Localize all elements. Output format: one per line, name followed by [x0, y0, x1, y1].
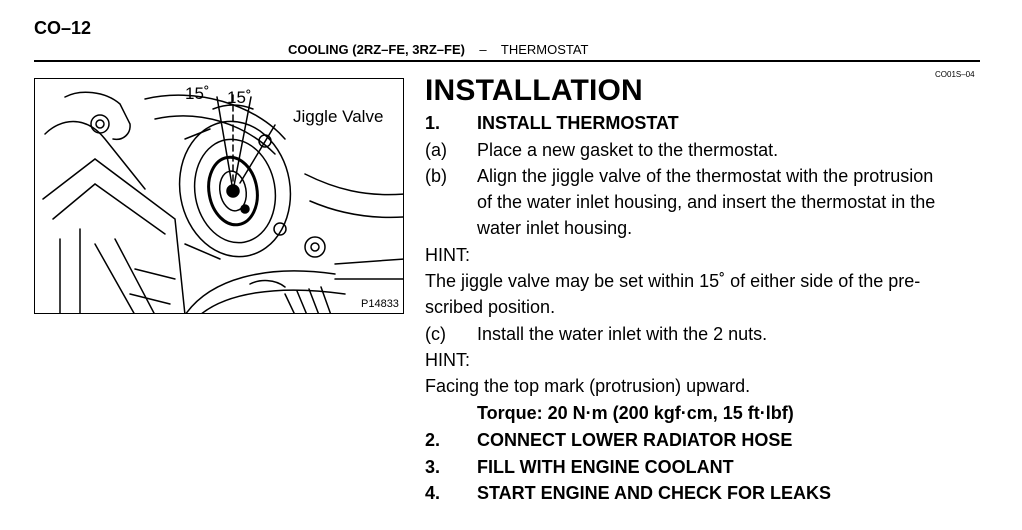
angle-label-right: 15˚ — [227, 88, 252, 107]
header-separator: – — [479, 42, 487, 57]
substep-b-line-3: water inlet housing. — [477, 218, 633, 238]
topic-title: THERMOSTAT — [500, 42, 589, 57]
angle-line-left — [217, 97, 233, 191]
thermostat-illustration — [34, 78, 404, 314]
section-heading: INSTALLATION — [425, 74, 643, 107]
substep-a-label: (a) — [425, 140, 447, 160]
header-rule — [34, 60, 980, 62]
bolt-lower — [305, 237, 325, 257]
hint-1-line-2: scribed position. — [425, 297, 556, 317]
step-1-number: 1. — [425, 113, 441, 133]
substep-a-text: Place a new gasket to the thermostat. — [477, 140, 779, 160]
jiggle-valve-callout: Jiggle Valve — [293, 107, 384, 126]
figure-id: P14833 — [361, 298, 399, 310]
step-3-title: FILL WITH ENGINE COOLANT — [477, 457, 734, 477]
hint-1-label: HINT: — [425, 245, 470, 265]
step-4-number: 4. — [425, 483, 441, 503]
torque-spec: Torque: 20 N·m (200 kgf·cm, 15 ft·lbf) — [477, 403, 794, 423]
substep-b-line-1: Align the jiggle valve of the thermostat with the protrusion — [477, 166, 934, 186]
right-hose — [305, 174, 404, 195]
section-title: COOLING (2RZ–FE, 3RZ–FE) — [288, 42, 465, 57]
bolt-head — [91, 115, 109, 133]
angle-label-left: 15˚ — [185, 84, 210, 103]
substep-c-text: Install the water inlet with the 2 nuts. — [477, 324, 768, 344]
running-header — [288, 42, 589, 57]
page-number: CO–12 — [34, 18, 92, 38]
document-code: CO01S–04 — [935, 70, 975, 79]
substep-b-label: (b) — [425, 166, 447, 186]
jiggle-leader-line — [240, 125, 275, 183]
engine-block-edge — [43, 159, 185, 314]
hint-2-text: Facing the top mark (protrusion) upward. — [425, 376, 751, 396]
jiggle-valve-dot — [241, 205, 249, 213]
substep-b-line-2: of the water inlet housing, and insert the thermostat in the — [477, 192, 936, 212]
step-2-title: CONNECT LOWER RADIATOR HOSE — [477, 430, 793, 450]
step-2-number: 2. — [425, 430, 441, 450]
hint-2-label: HINT: — [425, 350, 470, 370]
step-3-number: 3. — [425, 457, 441, 477]
substep-c-label: (c) — [425, 324, 446, 344]
step-1-title: INSTALL THERMOSTAT — [477, 113, 679, 133]
step-4-title: START ENGINE AND CHECK FOR LEAKS — [477, 483, 832, 503]
hint-1-line-1: The jiggle valve may be set within 15˚ of either side of the pre- — [425, 271, 921, 291]
